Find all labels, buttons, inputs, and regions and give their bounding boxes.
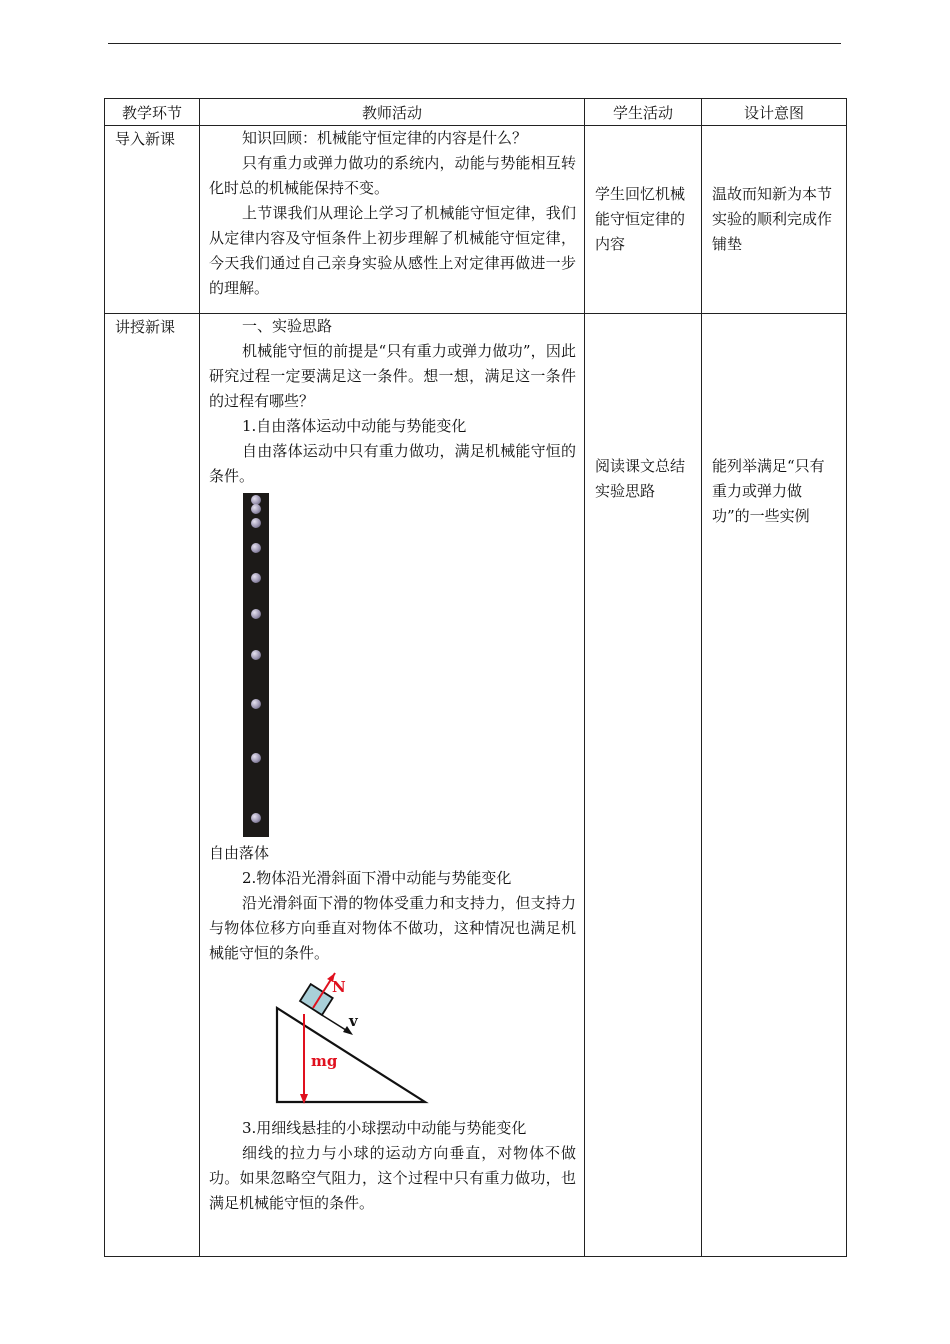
student-activity-cell: 阅读课文总结实验思路 — [595, 457, 686, 500]
stage-cell: 讲授新课 — [115, 318, 176, 336]
teacher-activity-cell — [200, 126, 584, 301]
header-student-activity: 学生活动 — [585, 99, 702, 126]
ball — [251, 518, 261, 528]
intro-paragraph: 机械能守恒的前提是“只有重力或弹力做功”，因此研究过程一定要满足这一条件。想一想，满足这一条件的过程有哪些？ — [209, 342, 576, 410]
gravity-label: mg — [311, 1052, 338, 1070]
item3-title: 3.用细线悬挂的小球摆动中动能与势能变化 — [242, 1119, 527, 1137]
item1-text: 自由落体运动中只有重力做功，满足机械能守恒的条件。 — [209, 442, 576, 485]
teacher-activity-cell — [200, 314, 584, 1216]
sliding-block — [300, 984, 333, 1015]
ball — [251, 813, 261, 823]
table-header-row — [105, 99, 847, 126]
item2-text: 沿光滑斜面下滑的物体受重力和支持力，但支持力与物体位移方向垂直对物体不做功，这种情况也满足机械能守恒的条件。 — [209, 894, 576, 962]
lesson-intro: 上节课我们从理论上学习了机械能守恒定律，我们从定律内容及守恒条件上初步理解了机械能守恒定律，今天我们通过自己亲身实验从感性上对定律再做进一步的理解。 — [209, 204, 576, 297]
item1-title: 1.自由落体运动中动能与势能变化 — [242, 417, 467, 435]
header-rule — [108, 43, 841, 44]
table-row — [105, 314, 847, 1257]
design-intent-cell: 温故而知新为本节实验的顺利完成作铺垫 — [712, 185, 833, 253]
normal-force-label: N — [332, 978, 346, 996]
design-intent-cell: 能列举满足“只有重力或弹力做功”的一些实例 — [712, 457, 825, 525]
ball — [251, 573, 261, 583]
header-stage: 教学环节 — [105, 99, 200, 126]
table-row — [105, 126, 847, 314]
ball — [251, 504, 261, 514]
ball — [251, 699, 261, 709]
student-activity-cell: 学生回忆机械能守恒定律的内容 — [595, 185, 686, 253]
incline-force-diagram — [269, 970, 439, 1110]
ball — [251, 650, 261, 660]
ball — [251, 753, 261, 763]
review-answer: 只有重力或弹力做功的系统内，动能与势能相互转化时总的机械能保持不变。 — [209, 154, 576, 197]
item2-title: 2.物体沿光滑斜面下滑中动能与势能变化 — [242, 869, 512, 887]
free-fall-strobe-image — [243, 493, 269, 837]
ball — [251, 609, 261, 619]
item3-text: 细线的拉力与小球的运动方向垂直，对物体不做功。如果忽略空气阻力，这个过程中只有重力做功，也满足机械能守恒的条件。 — [209, 1144, 576, 1212]
header-design-intent: 设计意图 — [702, 99, 847, 126]
velocity-label: v — [349, 1012, 358, 1030]
lesson-plan-table — [104, 98, 847, 1257]
ball — [251, 543, 261, 553]
stage-cell: 导入新课 — [115, 130, 176, 148]
header-teacher-activity: 教师活动 — [200, 99, 585, 126]
review-question: 知识回顾：机械能守恒定律的内容是什么？ — [242, 129, 528, 147]
velocity-arrow — [317, 1012, 349, 1032]
section-heading: 一、实验思路 — [242, 317, 333, 335]
figure-caption: 自由落体 — [209, 844, 270, 862]
